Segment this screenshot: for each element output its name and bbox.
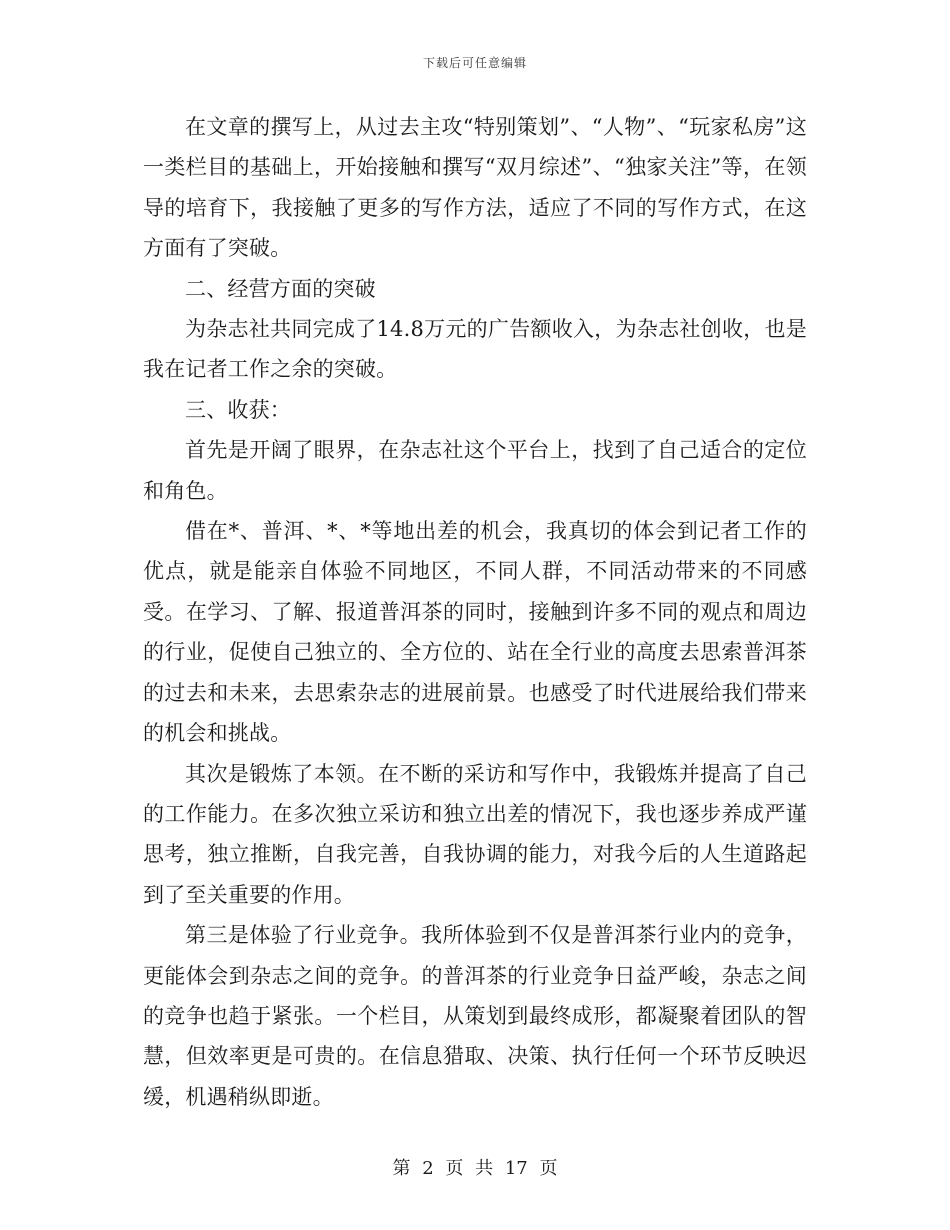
paragraph-skills: 其次是锻炼了本领。在不断的采访和写作中，我锻炼并提高了自己的工作能力。在多次独立采访和独立出差的情况下，我也逐步养成严谨思考，独立推断，自我完善，自我协调的能力，对我今后的人生道路起到了至关重要的作用。	[143, 761, 807, 907]
page-footer: 第 2 页 共 17 页	[392, 1158, 558, 1179]
paragraph-ad-revenue: 为杂志社共同完成了14.8万元的广告额收入，为杂志社创收，也是我在记者工作之余的突破。	[143, 317, 807, 382]
paragraph-business-trips: 借在*、普洱、*、*等地出差的机会，我真切的体会到记者工作的优点，就是能亲自体验不同地区，不同人群，不同活动带来的不同感受。在学习、了解、报道普洱茶的同时，接触到许多不同的观点和周边的行业，促使自己独立的、全方位的、站在全行业的高度去思索普洱茶的过去和未来，去思索杂志的进展前景。也感受了时代进展给我们带来的机会和挑战。	[143, 519, 807, 746]
section-heading-business: 二、经营方面的突破	[185, 276, 376, 301]
paragraph-broadened-horizons: 首先是开阔了眼界，在杂志社这个平台上，找到了自己适合的定位和角色。	[143, 438, 807, 503]
paragraph-writing-breakthrough: 在文章的撰写上，从过去主攻“特别策划”、“人物”、“玩家私房”这一类栏目的基础上，开始接触和撰写“双月综述”、“独家关注”等，在领导的培育下，我接触了更多的写作方法，适应了不同的写作方式，在这方面有了突破。	[143, 115, 807, 261]
document-body	[143, 107, 807, 1117]
paragraph-competition: 第三是体验了行业竞争。我所体验到不仅是普洱茶行业内的竞争，更能体会到杂志之间的竞争。的普洱茶的行业竞争日益严峻，杂志之间的竞争也趋于紧张。一个栏目，从策划到最终成形，都凝聚着团队的智慧，但效率更是可贵的。在信息猎取、决策、执行任何一个环节反映迟缓，机遇稍纵即逝。	[143, 923, 807, 1109]
section-heading-gains: 三、收获：	[185, 397, 291, 422]
page-header: 下载后可任意编辑	[422, 56, 527, 70]
